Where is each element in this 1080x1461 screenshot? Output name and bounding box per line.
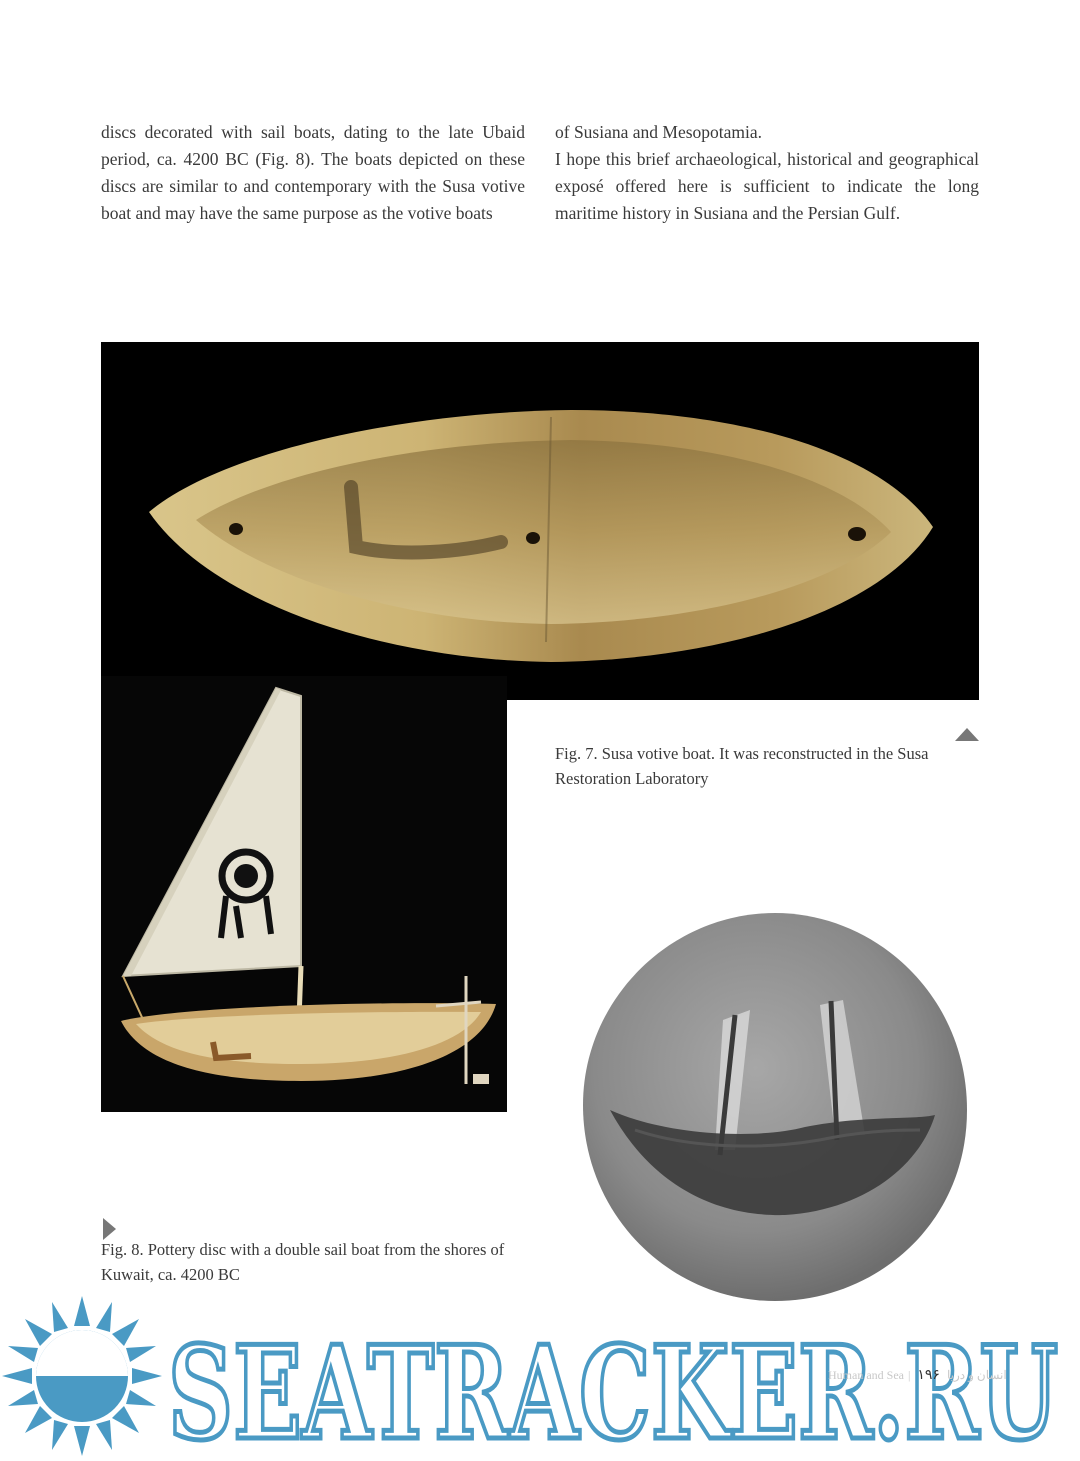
caption-pointer-up-icon (955, 728, 979, 741)
footer-persian-title: انسان و دریا (946, 1368, 1007, 1382)
pottery-disc-illustration (575, 905, 975, 1305)
sailboat-model-photo (101, 676, 507, 1112)
body-text-left-column (101, 119, 525, 227)
page-footer (828, 1367, 1011, 1384)
footer-english-title: Human and Sea (828, 1368, 904, 1382)
page-number: ۱۹۶ (917, 1368, 940, 1383)
sailboat-model-illustration (101, 676, 507, 1112)
figure-7-caption: Fig. 7. Susa votive boat. It was reconstructed in the Susa Restoration Laboratory (555, 744, 929, 788)
footer-separator: | (907, 1368, 911, 1382)
sun-logo-icon (2, 1296, 162, 1456)
pottery-disc-photo (575, 905, 975, 1305)
paragraph: I hope this brief archaeological, historical and geographical exposé offered here is sufficient to indicate the long maritime history in Susiana and the Persian Gulf. (555, 149, 979, 223)
paragraph: of Susiana and Mesopotamia. (555, 122, 763, 142)
figure-8-caption: Fig. 8. Pottery disc with a double sail boat from the shores of Kuwait, ca. 4200 BC (101, 1240, 505, 1284)
body-text-right-column (555, 119, 979, 227)
paragraph: discs decorated with sail boats, dating to the late Ubaid period, ca. 4200 BC (Fig. 8). The boats depicted on these discs are similar to and contemporary with the Susa votive boat and may have the same purpose as the votive boats (101, 122, 525, 223)
votive-boat-illustration (101, 342, 979, 700)
watermark-text: SEATRACKER.RU (168, 1319, 1058, 1456)
votive-boat-photo (101, 342, 979, 700)
